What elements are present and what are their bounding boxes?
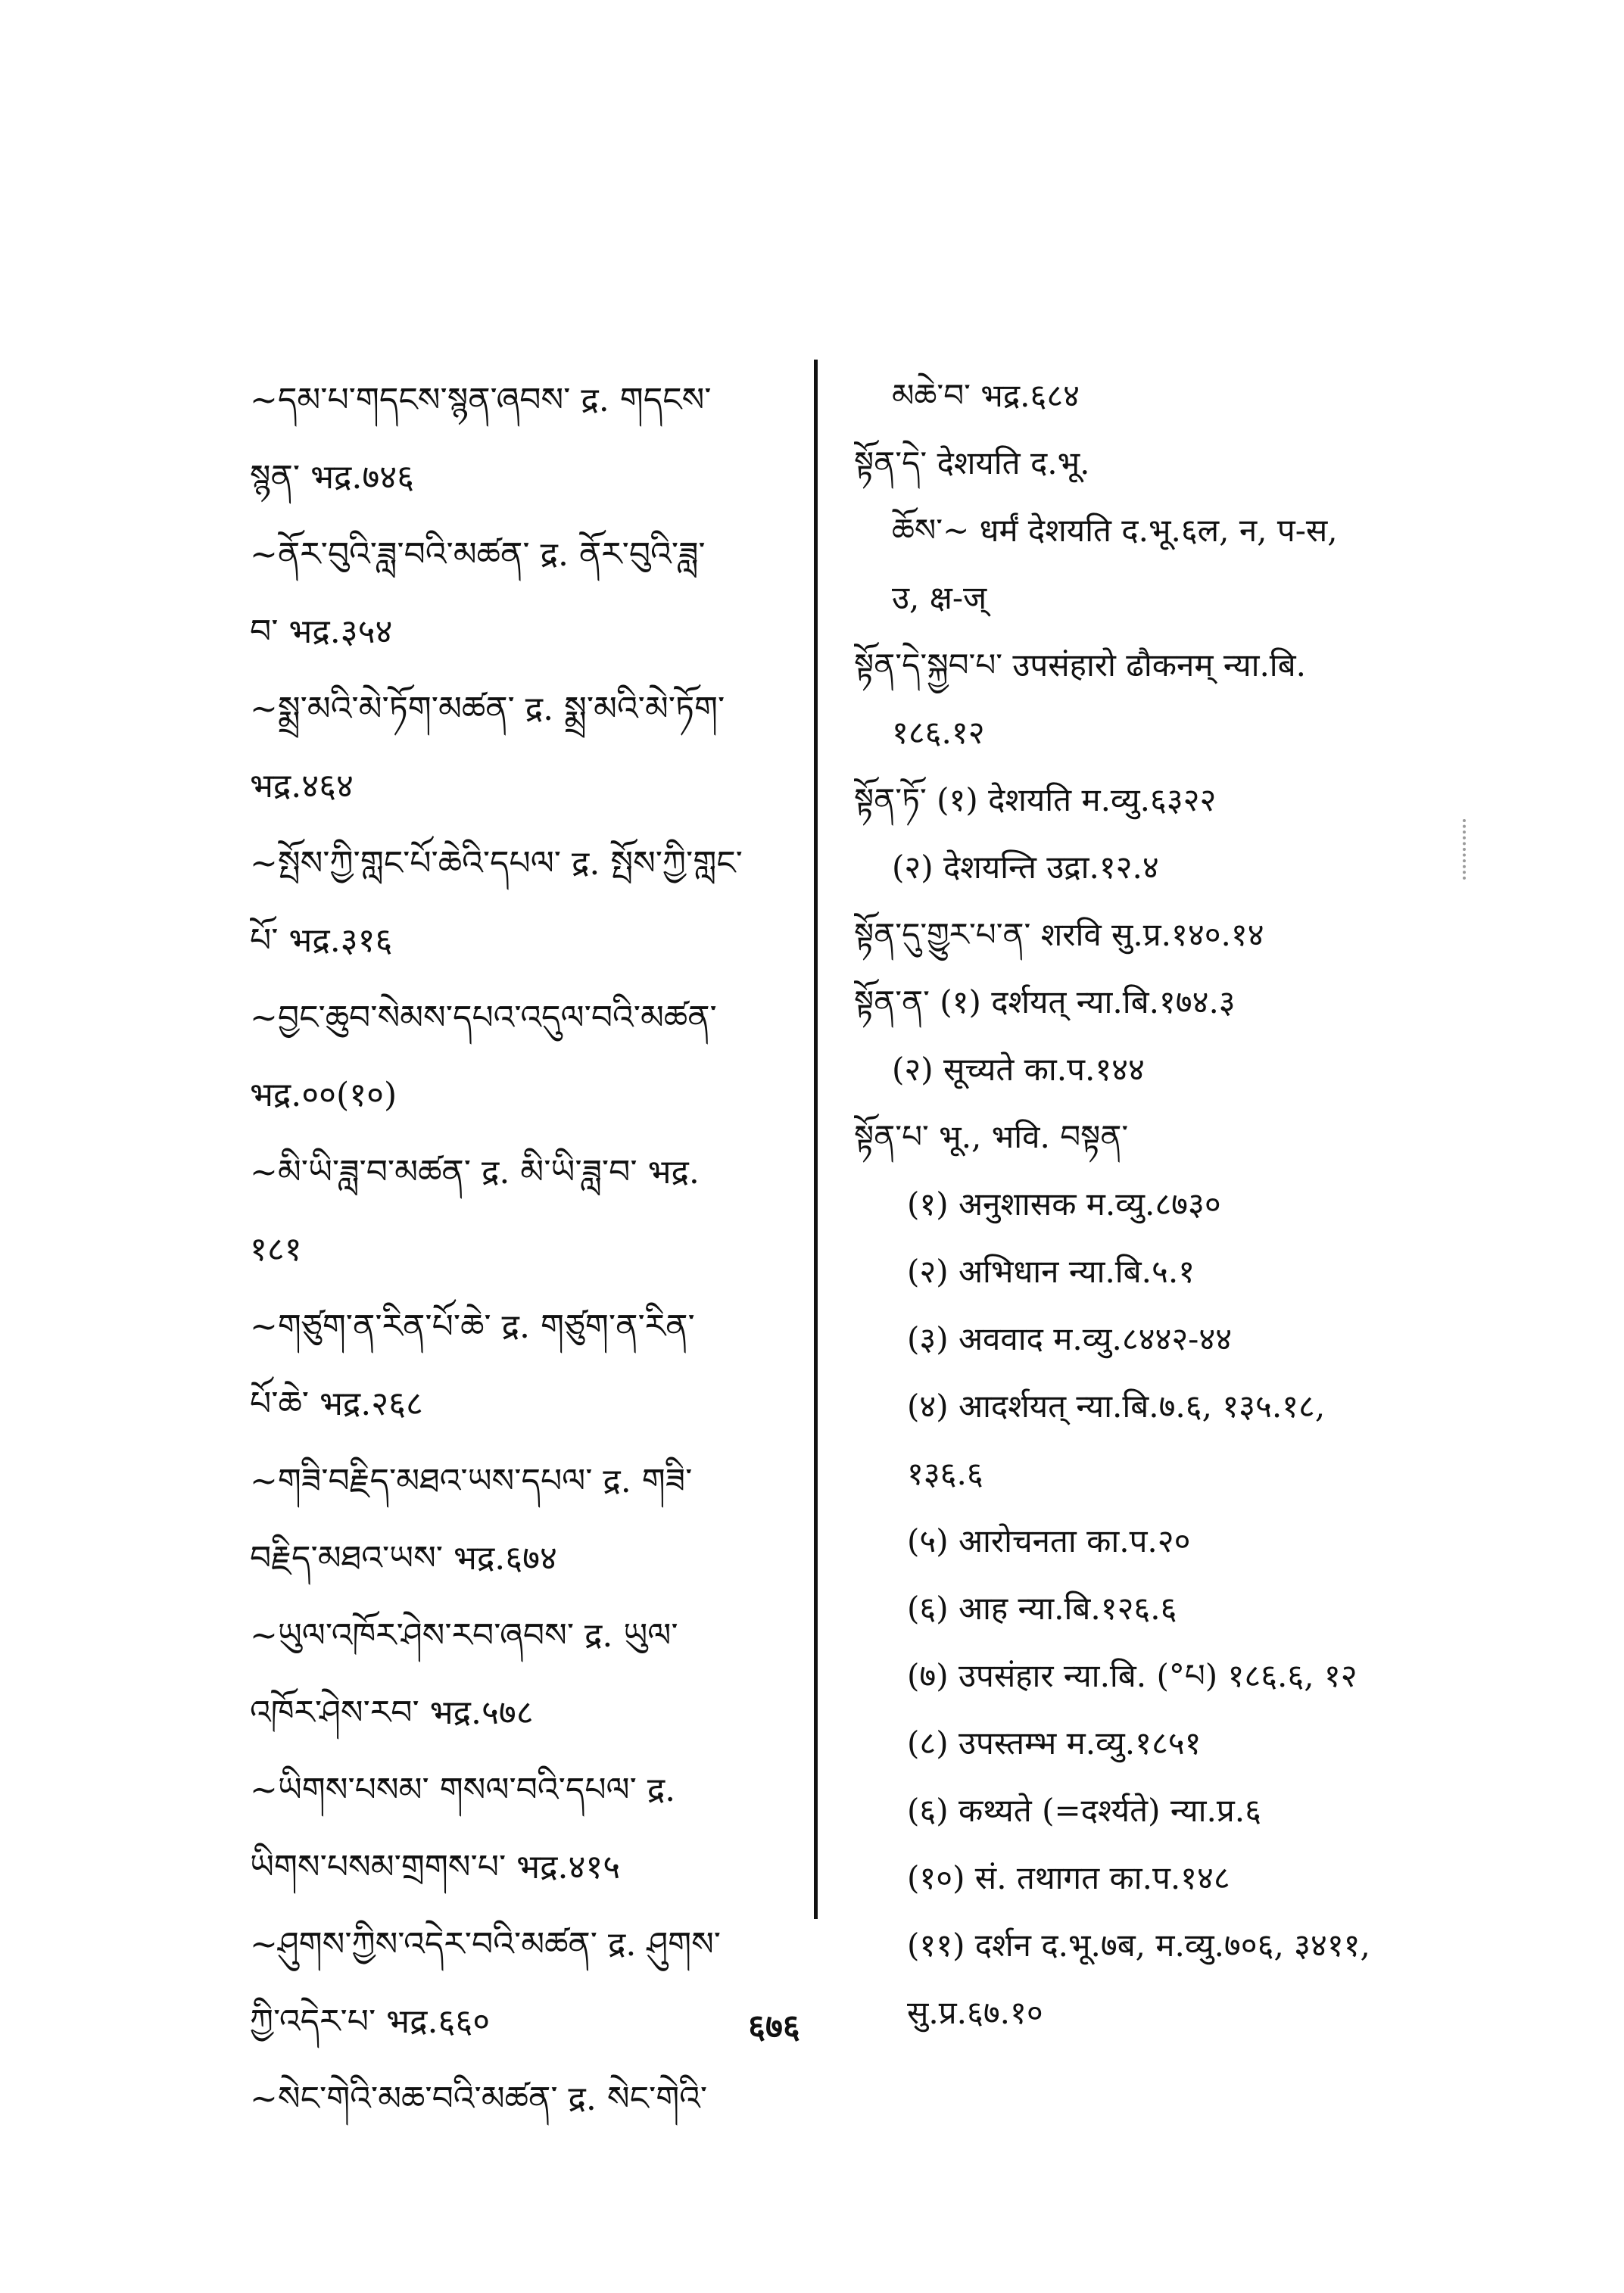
left-entry-line: ཡིགས་པསམ་གྲགས་པ་ भद्र.४१५ (250, 1848, 621, 1886)
left-entry-line: ~ཡུལ་འཁོར་ཤེས་རབ་ཞབས་ द्र. ཡུལ་ (250, 1616, 678, 1655)
left-entry-line: བརྗིད་མཐའ་ཡས་ भद्र.६७४ (250, 1539, 557, 1578)
right-entry-line: མཆེ་བ་ भद्र.६८४ (892, 377, 1080, 414)
right-entry-line: སྟོན་ཏོ་ (१) देशयति म.व्यु.६३२२ (854, 781, 1217, 818)
right-entry-line: (११) दर्शन द.भू.७ब, म.व्यु.७०६, ३४११, (907, 1927, 1370, 1964)
right-entry-line: (१) अनुशासक म.व्यु.८७३० (907, 1185, 1221, 1223)
right-entry-line: སྟོན་དུ་གྱུར་པ་ན་ शरवि सु.प्र.१४०.१४ (854, 916, 1264, 953)
left-entry-line: भद्र.४६४ (250, 767, 354, 805)
page-number: ६७६ (748, 2008, 800, 2046)
left-entry-line: ~གཙུག་ན་རིན་པོ་ཆེ་ द्र. གཙུག་ན་རིན་ (250, 1307, 695, 1346)
right-entry-line: སྟོན་དེ་ देशयति द.भू. (854, 444, 1090, 481)
left-entry-line: ~སེང་གེའི་མཆ་བའི་མཚན་ द्र. སེང་གེའི་ (250, 2080, 708, 2118)
right-entry-line: (७) उपसंहार न्या.बि. (°པ) १८६.६, १२ (907, 1657, 1357, 1694)
left-column (250, 362, 795, 2138)
right-entry-line: སྟོན་པ་ भू., भवि. བསྟན་ (854, 1118, 1129, 1155)
left-entry-line: ཀྱི་འདེར་པ་ भद्र.६६० (250, 2002, 491, 2041)
left-entry-line: སྙན་ भद्र.७४६ (250, 458, 414, 497)
right-entry-line: (६) आह न्या.बि.१२६.६ (907, 1590, 1177, 1627)
left-entry-line: ~སྨྲ་མའི་མེ་ཏོག་མཚན་ द्र. སྨྲ་མའི་མེ་ཏོག་ (250, 690, 725, 728)
right-entry-line: (५) आरोचनता का.प.२० (907, 1522, 1191, 1559)
left-entry-line: भद्र.००(१०) (250, 1076, 397, 1114)
left-entry-line: ~སྤོས་ཀྱི་གླང་པོ་ཆེའི་དཔལ་ द्र. སྤོས་ཀྱི་གླང་ (250, 844, 743, 883)
left-entry-line: བ་ भद्र.३५४ (250, 612, 393, 651)
left-entry-line: १८१ (250, 1230, 302, 1269)
column-divider (814, 360, 818, 1919)
right-entry-line: (६) कथ्यते (=दर्श्यते) न्या.प्र.६ (907, 1792, 1261, 1829)
right-entry-line: सु.प्र.६७.१० (907, 1994, 1043, 2031)
right-entry-line: १३६.६ (907, 1455, 983, 1492)
left-entry-line: ~མི་ཡི་ཟླ་བ་མཚན་ द्र. མི་ཡི་ཟླ་བ་ भद्र. (250, 1153, 700, 1192)
left-entry-line: ~བྱང་ཆུབ་སེམས་དཔའ་འདུལ་བའི་མཚན་ (250, 999, 717, 1037)
left-entry-line: ~ཤུགས་ཀྱིས་འདེར་བའི་མཚན་ द्र. ཤུགས་ (250, 1925, 722, 1964)
right-entry-line: (३) अववाद म.व्यु.८४४२-४४ (907, 1320, 1233, 1357)
right-entry-line: (१०) सं. तथागत का.प.१४८ (907, 1859, 1230, 1896)
left-entry-line: ~ནོར་བུའི་ཟླ་བའི་མཚན་ द्र. ནོར་བུའི་ཟླ་ (250, 535, 706, 574)
left-entry-line: པོ་ भद्र.३१६ (250, 921, 393, 960)
right-entry-line: ཆོས་~ धर्मं देशयति द.भू.६ल, न, प-स, (892, 512, 1338, 549)
right-entry-line: (२) सूच्यते का.प.१४४ (892, 1051, 1145, 1088)
right-entry-line: (२) देशयन्ति उद्रा.१२.४ (892, 849, 1159, 886)
right-entry-line: སྟོན་དེ་སྐྱབ་པ་ उपसंहारो ढौकनम् न्या.बि. (854, 646, 1307, 684)
right-entry-line: उ, क्ष-ज् (892, 579, 987, 616)
left-entry-line: འཁོར་ཤེས་རབ་ भद्र.५७८ (250, 1693, 534, 1732)
right-entry-line: (२) अभिधान न्या.बि.५.१ (907, 1253, 1195, 1290)
right-entry-line: སྟོན་ན་ (१) दर्शयत् न्या.बि.१७४.३ (854, 983, 1236, 1020)
left-entry-line: ~གཟི་བརྗིད་མཐའ་ཡས་དཔལ་ द्र. གཟི་ (250, 1462, 693, 1500)
left-entry-line: ~ཡིགས་པསམ་ གསལ་བའི་དཔལ་ द्र. (250, 1771, 676, 1809)
right-entry-line: (८) उपस्तम्भ म.व्यु.१८५१ (907, 1724, 1202, 1762)
margin-mark (1463, 819, 1469, 880)
right-column (854, 362, 1482, 2046)
right-entry-line: १८६.१२ (892, 714, 985, 751)
right-entry-line: (४) आदर्शयत् न्या.बि.७.६, १३५.१८, (907, 1388, 1326, 1425)
left-entry-line: ~དམ་པ་གདངས་སྙན་ཞབས་ द्र. གདངས་ (250, 381, 712, 419)
left-entry-line: པོ་ཆེ་ भद्र.२६८ (250, 1385, 423, 1423)
